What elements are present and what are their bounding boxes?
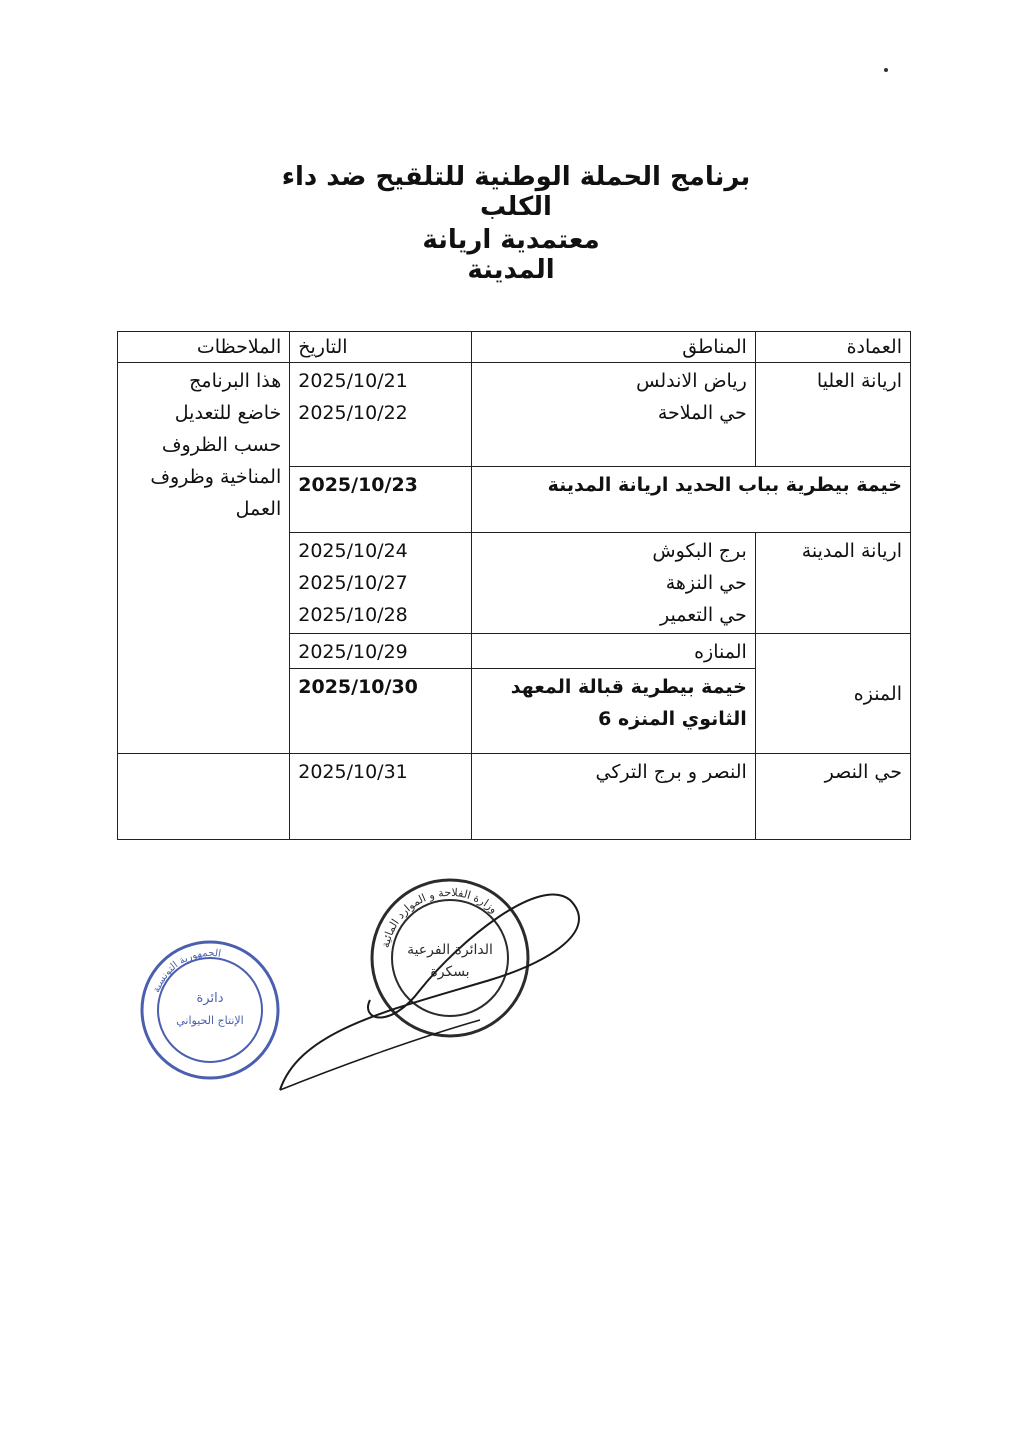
scan-speck: [884, 68, 888, 72]
left-seal-text: الإنتاج الحيواني: [176, 1014, 244, 1027]
zone-name: برج البكوش: [652, 540, 747, 562]
omada-cell: اريانة العليا: [755, 363, 910, 467]
svg-text:الجمهورية التونسية: [151, 948, 222, 994]
left-seal-text: دائرة: [196, 991, 224, 1006]
date-cell: [290, 363, 472, 467]
date-value: 2025/10/28: [298, 604, 408, 626]
right-seal-ring-text: وزارة الفلاحة و الموارد المائية: [378, 885, 501, 949]
document-subtitle: معتمدية اريانة المدينة: [422, 225, 600, 285]
zones-cell: [472, 634, 755, 754]
event-text: [472, 669, 754, 737]
event-cell: خيمة بيطرية بباب الحديد اريانة المدينة: [472, 467, 911, 533]
omada-cell: حي النصر: [755, 754, 910, 840]
left-seal-ring-text: الجمهورية التونسية: [151, 947, 222, 995]
zones-cell: النصر و برج التركي: [472, 754, 755, 840]
notes-cell: [118, 363, 290, 754]
column-header-omada: العمادة: [755, 332, 910, 363]
column-header-notes: الملاحظات: [118, 332, 290, 363]
date-value: 2025/10/21: [298, 370, 408, 392]
right-seal-text: الدائرة الفرعية: [407, 942, 493, 958]
zone-name: رياض الاندلس: [636, 370, 747, 392]
signature: [280, 894, 579, 1090]
omada-cell: اريانة المدينة: [755, 533, 910, 634]
note-line: العمل: [235, 498, 282, 520]
date-value: 2025/10/27: [298, 572, 408, 594]
date-value: 2025/10/24: [298, 540, 408, 562]
right-seal-text: بسكرة: [430, 964, 470, 980]
signature-stroke: [280, 1020, 480, 1090]
date-cell: [290, 634, 472, 754]
zone-name: حي التعمير: [660, 604, 747, 626]
zones-cell: [472, 533, 755, 634]
date-value: 2025/10/22: [298, 402, 408, 424]
omada-name: المنزه: [853, 682, 902, 705]
column-header-zones: المناطق: [472, 332, 755, 363]
table-row: [118, 363, 911, 467]
date-value: 2025/10/29: [290, 634, 471, 669]
svg-text:وزارة الفلاحة و الموارد المائي: [379, 886, 500, 949]
date-cell: 2025/10/23: [290, 467, 472, 533]
table-row: [118, 754, 911, 840]
document-title: برنامج الحملة الوطنية للتلقيح ضد داء الكلب: [281, 162, 751, 222]
event-line: الثانوي المنزه 6: [598, 708, 747, 730]
date-value: 2025/10/30: [298, 676, 418, 698]
left-seal: [142, 942, 278, 1078]
table-header-row: [118, 332, 911, 363]
date-cell: [290, 533, 472, 634]
note-line: هذا البرنامج: [189, 370, 282, 392]
omada-cell: [755, 634, 910, 754]
note-line: حسب الظروف: [161, 434, 282, 456]
zone-name: حي الملاحة: [657, 402, 747, 424]
zone-name: حي النزهة: [665, 572, 747, 594]
notes-cell-empty: [118, 754, 290, 840]
zones-cell: [472, 363, 755, 467]
note-line: المناخية وظروف: [150, 466, 282, 488]
vaccination-schedule-table: [117, 331, 911, 840]
column-header-date: التاريخ: [290, 332, 472, 363]
date-cell: 2025/10/31: [290, 754, 472, 840]
zone-name: المنازه: [472, 634, 754, 669]
event-line: خيمة بيطرية قبالة المعهد: [510, 676, 747, 698]
official-stamps: [130, 870, 600, 1110]
note-line: خاضع للتعديل: [174, 402, 282, 424]
